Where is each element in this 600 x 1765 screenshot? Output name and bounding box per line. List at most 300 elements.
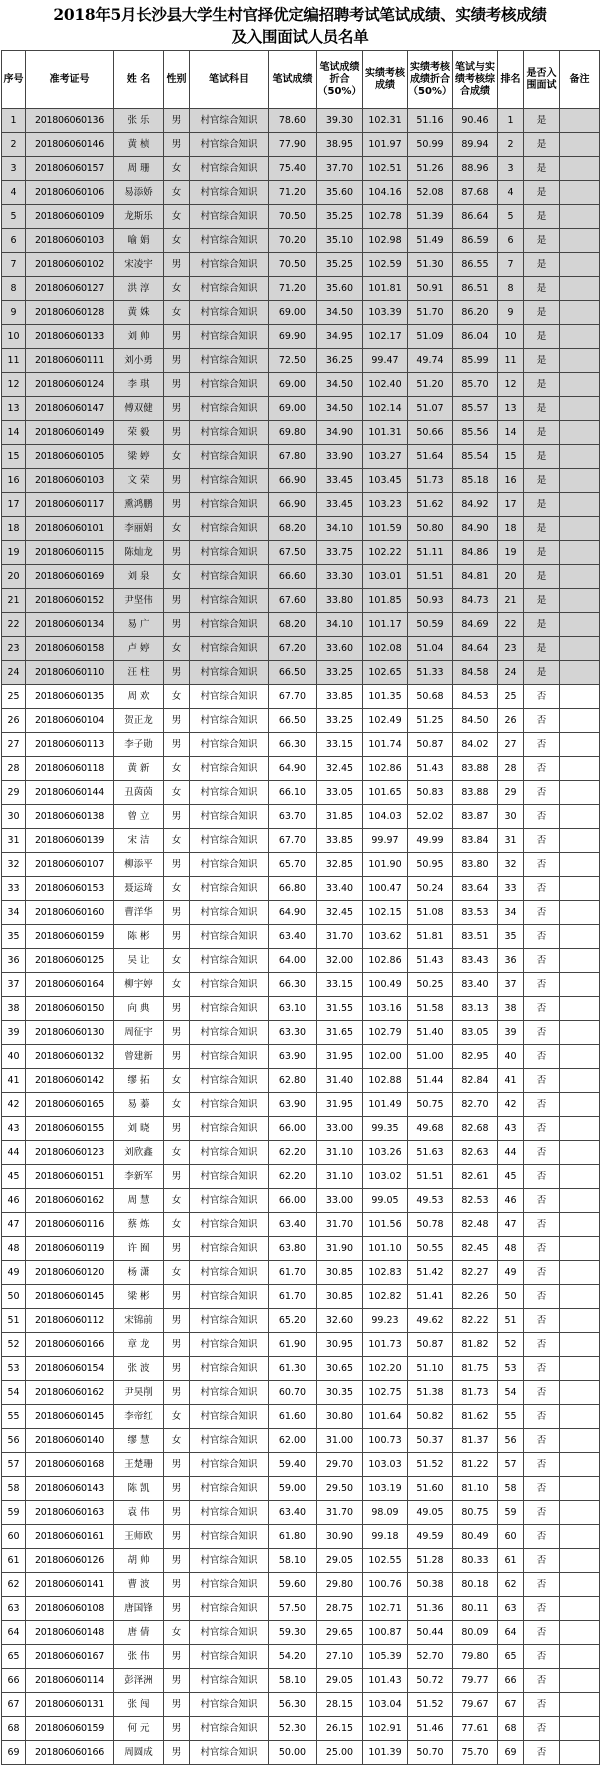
cell-performance-converted: 51.07 <box>408 397 453 421</box>
cell-index: 61 <box>2 1549 26 1573</box>
cell-performance-converted: 51.43 <box>408 757 453 781</box>
cell-name: 周 慧 <box>114 1189 164 1213</box>
cell-performance-converted: 51.25 <box>408 709 453 733</box>
cell-gender: 男 <box>164 709 190 733</box>
cell-total-score: 85.99 <box>453 349 498 373</box>
cell-rank: 4 <box>498 181 524 205</box>
cell-exam-number: 201806060147 <box>26 397 114 421</box>
cell-subject: 村官综合知识 <box>190 1381 269 1405</box>
cell-subject: 村官综合知识 <box>190 421 269 445</box>
cell-written-score: 66.90 <box>269 493 317 517</box>
cell-name: 李帝红 <box>114 1405 164 1429</box>
cell-total-score: 85.18 <box>453 469 498 493</box>
cell-exam-number: 201806060111 <box>26 349 114 373</box>
cell-name: 聂运琦 <box>114 877 164 901</box>
cell-remarks <box>560 709 600 733</box>
cell-gender: 男 <box>164 1453 190 1477</box>
cell-written-score: 66.80 <box>269 877 317 901</box>
cell-remarks <box>560 1309 600 1333</box>
cell-rank: 15 <box>498 445 524 469</box>
cell-performance-score: 100.87 <box>363 1621 408 1645</box>
cell-written-converted: 31.10 <box>317 1141 363 1165</box>
table-row <box>2 1045 600 1069</box>
header-interview: 是否入围面试 <box>524 51 560 109</box>
cell-remarks <box>560 1333 600 1357</box>
cell-rank: 69 <box>498 1741 524 1765</box>
cell-gender: 男 <box>164 1501 190 1525</box>
cell-interview: 是 <box>524 205 560 229</box>
cell-performance-score: 103.19 <box>363 1477 408 1501</box>
cell-rank: 55 <box>498 1405 524 1429</box>
cell-written-converted: 33.15 <box>317 733 363 757</box>
cell-performance-converted: 50.83 <box>408 781 453 805</box>
cell-subject: 村官综合知识 <box>190 1669 269 1693</box>
cell-total-score: 86.59 <box>453 229 498 253</box>
cell-rank: 61 <box>498 1549 524 1573</box>
table-row <box>2 781 600 805</box>
cell-rank: 67 <box>498 1693 524 1717</box>
cell-interview: 否 <box>524 1621 560 1645</box>
cell-interview: 否 <box>524 949 560 973</box>
cell-interview: 是 <box>524 541 560 565</box>
cell-remarks <box>560 133 600 157</box>
cell-performance-converted: 51.62 <box>408 493 453 517</box>
cell-written-score: 62.20 <box>269 1165 317 1189</box>
cell-subject: 村官综合知识 <box>190 1405 269 1429</box>
cell-name: 周 珊 <box>114 157 164 181</box>
cell-interview: 是 <box>524 349 560 373</box>
cell-subject: 村官综合知识 <box>190 1597 269 1621</box>
cell-index: 54 <box>2 1381 26 1405</box>
cell-total-score: 85.54 <box>453 445 498 469</box>
cell-name: 张 乐 <box>114 109 164 133</box>
cell-name: 唐国锋 <box>114 1597 164 1621</box>
cell-subject: 村官综合知识 <box>190 1237 269 1261</box>
cell-index: 64 <box>2 1621 26 1645</box>
cell-total-score: 83.13 <box>453 997 498 1021</box>
cell-name: 王师欧 <box>114 1525 164 1549</box>
cell-name: 陈 彬 <box>114 925 164 949</box>
cell-performance-converted: 50.87 <box>408 733 453 757</box>
cell-written-converted: 33.45 <box>317 493 363 517</box>
cell-interview: 否 <box>524 1069 560 1093</box>
cell-interview: 否 <box>524 733 560 757</box>
cell-written-converted: 33.80 <box>317 589 363 613</box>
cell-performance-score: 103.62 <box>363 925 408 949</box>
cell-name: 柳添平 <box>114 853 164 877</box>
cell-exam-number: 201806060132 <box>26 1045 114 1069</box>
cell-remarks <box>560 229 600 253</box>
cell-performance-converted: 52.08 <box>408 181 453 205</box>
table-row <box>2 1117 600 1141</box>
header-exam-number: 准考证号 <box>26 51 114 109</box>
cell-written-score: 67.60 <box>269 589 317 613</box>
cell-gender: 男 <box>164 421 190 445</box>
cell-exam-number: 201806060149 <box>26 421 114 445</box>
cell-name: 刘小勇 <box>114 349 164 373</box>
cell-written-score: 59.30 <box>269 1621 317 1645</box>
cell-gender: 男 <box>164 1477 190 1501</box>
cell-written-score: 63.90 <box>269 1045 317 1069</box>
cell-performance-converted: 51.11 <box>408 541 453 565</box>
cell-performance-converted: 51.51 <box>408 1165 453 1189</box>
cell-performance-converted: 49.99 <box>408 829 453 853</box>
cell-remarks <box>560 1621 600 1645</box>
cell-performance-converted: 51.33 <box>408 661 453 685</box>
cell-index: 12 <box>2 373 26 397</box>
cell-performance-score: 100.47 <box>363 877 408 901</box>
cell-name: 易 蓁 <box>114 1093 164 1117</box>
cell-performance-converted: 52.02 <box>408 805 453 829</box>
cell-performance-score: 101.64 <box>363 1405 408 1429</box>
cell-name: 袁 伟 <box>114 1501 164 1525</box>
cell-performance-converted: 52.70 <box>408 1645 453 1669</box>
cell-performance-converted: 51.09 <box>408 325 453 349</box>
cell-written-score: 62.00 <box>269 1429 317 1453</box>
table-row <box>2 1309 600 1333</box>
cell-rank: 2 <box>498 133 524 157</box>
cell-name: 何 元 <box>114 1717 164 1741</box>
cell-remarks <box>560 325 600 349</box>
cell-exam-number: 201806060169 <box>26 565 114 589</box>
cell-interview: 是 <box>524 493 560 517</box>
cell-written-score: 64.90 <box>269 901 317 925</box>
cell-total-score: 82.53 <box>453 1189 498 1213</box>
cell-exam-number: 201806060167 <box>26 1645 114 1669</box>
cell-remarks <box>560 445 600 469</box>
cell-name: 向 典 <box>114 997 164 1021</box>
cell-total-score: 82.48 <box>453 1213 498 1237</box>
cell-index: 44 <box>2 1141 26 1165</box>
cell-written-score: 65.70 <box>269 853 317 877</box>
cell-remarks <box>560 1429 600 1453</box>
cell-name: 黄 桢 <box>114 133 164 157</box>
cell-total-score: 85.70 <box>453 373 498 397</box>
cell-performance-score: 102.14 <box>363 397 408 421</box>
cell-rank: 34 <box>498 901 524 925</box>
cell-written-converted: 30.65 <box>317 1357 363 1381</box>
table-row <box>2 829 600 853</box>
cell-rank: 32 <box>498 853 524 877</box>
table-body <box>2 109 600 1765</box>
cell-performance-converted: 50.95 <box>408 853 453 877</box>
header-index: 序号 <box>2 51 26 109</box>
cell-performance-score: 101.85 <box>363 589 408 613</box>
cell-performance-score: 101.73 <box>363 1333 408 1357</box>
cell-subject: 村官综合知识 <box>190 1285 269 1309</box>
cell-total-score: 84.86 <box>453 541 498 565</box>
table-row <box>2 253 600 277</box>
cell-index: 34 <box>2 901 26 925</box>
cell-exam-number: 201806060133 <box>26 325 114 349</box>
cell-performance-converted: 51.43 <box>408 949 453 973</box>
cell-name: 卢 婷 <box>114 637 164 661</box>
cell-interview: 否 <box>524 1213 560 1237</box>
cell-total-score: 84.69 <box>453 613 498 637</box>
cell-rank: 16 <box>498 469 524 493</box>
cell-gender: 男 <box>164 1669 190 1693</box>
cell-subject: 村官综合知识 <box>190 1453 269 1477</box>
cell-written-score: 63.40 <box>269 1213 317 1237</box>
cell-performance-converted: 50.68 <box>408 685 453 709</box>
cell-exam-number: 201806060130 <box>26 1021 114 1045</box>
cell-performance-score: 102.51 <box>363 157 408 181</box>
cell-total-score: 89.94 <box>453 133 498 157</box>
cell-name: 张 波 <box>114 1357 164 1381</box>
cell-remarks <box>560 1645 600 1669</box>
cell-gender: 女 <box>164 277 190 301</box>
cell-index: 33 <box>2 877 26 901</box>
cell-total-score: 82.61 <box>453 1165 498 1189</box>
cell-rank: 53 <box>498 1357 524 1381</box>
cell-written-score: 71.20 <box>269 277 317 301</box>
cell-rank: 24 <box>498 661 524 685</box>
cell-performance-score: 103.04 <box>363 1693 408 1717</box>
cell-performance-score: 102.22 <box>363 541 408 565</box>
cell-subject: 村官综合知识 <box>190 589 269 613</box>
cell-performance-converted: 51.44 <box>408 1069 453 1093</box>
cell-interview: 否 <box>524 1165 560 1189</box>
cell-performance-converted: 51.39 <box>408 205 453 229</box>
cell-gender: 女 <box>164 877 190 901</box>
cell-interview: 否 <box>524 1309 560 1333</box>
cell-total-score: 84.73 <box>453 589 498 613</box>
table-row <box>2 1093 600 1117</box>
table-row <box>2 1693 600 1717</box>
table-row <box>2 805 600 829</box>
cell-total-score: 84.90 <box>453 517 498 541</box>
cell-rank: 42 <box>498 1093 524 1117</box>
cell-performance-converted: 51.58 <box>408 997 453 1021</box>
cell-written-score: 63.90 <box>269 1093 317 1117</box>
cell-rank: 38 <box>498 997 524 1021</box>
cell-written-converted: 32.00 <box>317 949 363 973</box>
title-line-1: 2018年5月长沙县大学生村官择优定编招聘考试笔试成绩、实绩考核成绩 <box>53 5 547 24</box>
cell-gender: 女 <box>164 565 190 589</box>
cell-index: 24 <box>2 661 26 685</box>
cell-name: 刘 泉 <box>114 565 164 589</box>
cell-performance-converted: 51.42 <box>408 1261 453 1285</box>
cell-written-converted: 26.15 <box>317 1717 363 1741</box>
cell-written-score: 66.30 <box>269 733 317 757</box>
cell-rank: 10 <box>498 325 524 349</box>
cell-subject: 村官综合知识 <box>190 109 269 133</box>
cell-remarks <box>560 1069 600 1093</box>
cell-rank: 49 <box>498 1261 524 1285</box>
cell-subject: 村官综合知识 <box>190 373 269 397</box>
cell-name: 陈 凯 <box>114 1477 164 1501</box>
cell-performance-converted: 50.78 <box>408 1213 453 1237</box>
cell-remarks <box>560 1093 600 1117</box>
cell-rank: 22 <box>498 613 524 637</box>
table-row <box>2 541 600 565</box>
cell-subject: 村官综合知识 <box>190 709 269 733</box>
cell-subject: 村官综合知识 <box>190 877 269 901</box>
cell-remarks <box>560 397 600 421</box>
cell-subject: 村官综合知识 <box>190 1093 269 1117</box>
cell-written-score: 68.20 <box>269 517 317 541</box>
cell-written-converted: 33.25 <box>317 709 363 733</box>
cell-performance-converted: 51.52 <box>408 1453 453 1477</box>
cell-performance-score: 105.39 <box>363 1645 408 1669</box>
cell-index: 57 <box>2 1453 26 1477</box>
cell-rank: 41 <box>498 1069 524 1093</box>
cell-gender: 女 <box>164 301 190 325</box>
cell-written-converted: 37.70 <box>317 157 363 181</box>
cell-remarks <box>560 517 600 541</box>
cell-performance-converted: 50.44 <box>408 1621 453 1645</box>
table-row <box>2 1501 600 1525</box>
cell-interview: 否 <box>524 1741 560 1765</box>
cell-exam-number: 201806060126 <box>26 1549 114 1573</box>
table-row <box>2 997 600 1021</box>
cell-performance-score: 101.39 <box>363 1741 408 1765</box>
cell-performance-converted: 49.74 <box>408 349 453 373</box>
cell-index: 11 <box>2 349 26 373</box>
cell-total-score: 81.82 <box>453 1333 498 1357</box>
cell-written-converted: 31.85 <box>317 805 363 829</box>
cell-subject: 村官综合知识 <box>190 1477 269 1501</box>
cell-exam-number: 201806060103 <box>26 229 114 253</box>
header-performance-score: 实绩考核成绩 <box>363 51 408 109</box>
cell-performance-score: 102.98 <box>363 229 408 253</box>
cell-exam-number: 201806060150 <box>26 997 114 1021</box>
cell-total-score: 84.64 <box>453 637 498 661</box>
cell-subject: 村官综合知识 <box>190 301 269 325</box>
cell-written-score: 71.20 <box>269 181 317 205</box>
cell-exam-number: 201806060152 <box>26 589 114 613</box>
cell-total-score: 82.63 <box>453 1141 498 1165</box>
cell-subject: 村官综合知识 <box>190 1717 269 1741</box>
cell-gender: 男 <box>164 373 190 397</box>
cell-written-converted: 32.85 <box>317 853 363 877</box>
cell-index: 40 <box>2 1045 26 1069</box>
cell-written-converted: 32.45 <box>317 901 363 925</box>
cell-total-score: 83.88 <box>453 757 498 781</box>
cell-gender: 男 <box>164 733 190 757</box>
cell-subject: 村官综合知识 <box>190 541 269 565</box>
cell-performance-converted: 51.52 <box>408 1693 453 1717</box>
cell-gender: 男 <box>164 1597 190 1621</box>
cell-exam-number: 201806060163 <box>26 1501 114 1525</box>
cell-index: 65 <box>2 1645 26 1669</box>
cell-total-score: 84.58 <box>453 661 498 685</box>
cell-interview: 否 <box>524 1261 560 1285</box>
cell-index: 27 <box>2 733 26 757</box>
cell-remarks <box>560 157 600 181</box>
cell-name: 丑茵茵 <box>114 781 164 805</box>
cell-name: 唐 倩 <box>114 1621 164 1645</box>
cell-gender: 男 <box>164 469 190 493</box>
cell-written-converted: 34.90 <box>317 421 363 445</box>
table-row <box>2 205 600 229</box>
cell-performance-converted: 51.36 <box>408 1597 453 1621</box>
cell-interview: 否 <box>524 1573 560 1597</box>
cell-exam-number: 201806060155 <box>26 1117 114 1141</box>
table-row <box>2 1573 600 1597</box>
table-row <box>2 1381 600 1405</box>
cell-written-converted: 29.70 <box>317 1453 363 1477</box>
cell-gender: 男 <box>164 397 190 421</box>
cell-performance-converted: 49.68 <box>408 1117 453 1141</box>
cell-exam-number: 201806060128 <box>26 301 114 325</box>
cell-rank: 60 <box>498 1525 524 1549</box>
cell-interview: 是 <box>524 253 560 277</box>
cell-written-score: 63.70 <box>269 805 317 829</box>
cell-rank: 5 <box>498 205 524 229</box>
cell-index: 19 <box>2 541 26 565</box>
table-row <box>2 517 600 541</box>
cell-performance-converted: 50.66 <box>408 421 453 445</box>
cell-written-score: 62.20 <box>269 1141 317 1165</box>
cell-remarks <box>560 181 600 205</box>
cell-subject: 村官综合知识 <box>190 1045 269 1069</box>
cell-total-score: 81.22 <box>453 1453 498 1477</box>
cell-performance-converted: 51.16 <box>408 109 453 133</box>
cell-rank: 35 <box>498 925 524 949</box>
cell-written-score: 63.40 <box>269 925 317 949</box>
cell-gender: 男 <box>164 1645 190 1669</box>
cell-written-score: 67.70 <box>269 685 317 709</box>
cell-remarks <box>560 1285 600 1309</box>
cell-exam-number: 201806060113 <box>26 733 114 757</box>
table-row <box>2 1549 600 1573</box>
cell-index: 52 <box>2 1333 26 1357</box>
cell-performance-converted: 51.63 <box>408 1141 453 1165</box>
table-row <box>2 1597 600 1621</box>
cell-subject: 村官综合知识 <box>190 565 269 589</box>
cell-remarks <box>560 637 600 661</box>
cell-index: 30 <box>2 805 26 829</box>
cell-exam-number: 201806060127 <box>26 277 114 301</box>
cell-rank: 66 <box>498 1669 524 1693</box>
cell-index: 18 <box>2 517 26 541</box>
cell-remarks <box>560 1453 600 1477</box>
cell-performance-converted: 51.26 <box>408 157 453 181</box>
cell-interview: 否 <box>524 1141 560 1165</box>
cell-exam-number: 201806060140 <box>26 1429 114 1453</box>
cell-gender: 男 <box>164 1165 190 1189</box>
cell-performance-score: 102.20 <box>363 1357 408 1381</box>
cell-written-score: 61.90 <box>269 1333 317 1357</box>
cell-written-score: 61.80 <box>269 1525 317 1549</box>
cell-exam-number: 201806060142 <box>26 1069 114 1093</box>
cell-remarks <box>560 805 600 829</box>
cell-index: 62 <box>2 1573 26 1597</box>
cell-performance-score: 102.86 <box>363 757 408 781</box>
cell-performance-score: 103.39 <box>363 301 408 325</box>
cell-remarks <box>560 349 600 373</box>
cell-name: 尹昊削 <box>114 1381 164 1405</box>
cell-gender: 男 <box>164 997 190 1021</box>
cell-written-converted: 31.95 <box>317 1045 363 1069</box>
cell-total-score: 80.11 <box>453 1597 498 1621</box>
cell-gender: 男 <box>164 589 190 613</box>
table-row <box>2 1741 600 1765</box>
cell-written-score: 59.60 <box>269 1573 317 1597</box>
cell-rank: 1 <box>498 109 524 133</box>
cell-written-score: 68.20 <box>269 613 317 637</box>
header-written-score: 笔试成绩 <box>269 51 317 109</box>
cell-written-converted: 33.40 <box>317 877 363 901</box>
cell-interview: 是 <box>524 637 560 661</box>
table-row <box>2 445 600 469</box>
cell-performance-score: 102.71 <box>363 1597 408 1621</box>
cell-written-converted: 31.70 <box>317 925 363 949</box>
cell-written-converted: 39.30 <box>317 109 363 133</box>
cell-exam-number: 201806060160 <box>26 901 114 925</box>
cell-written-score: 77.90 <box>269 133 317 157</box>
